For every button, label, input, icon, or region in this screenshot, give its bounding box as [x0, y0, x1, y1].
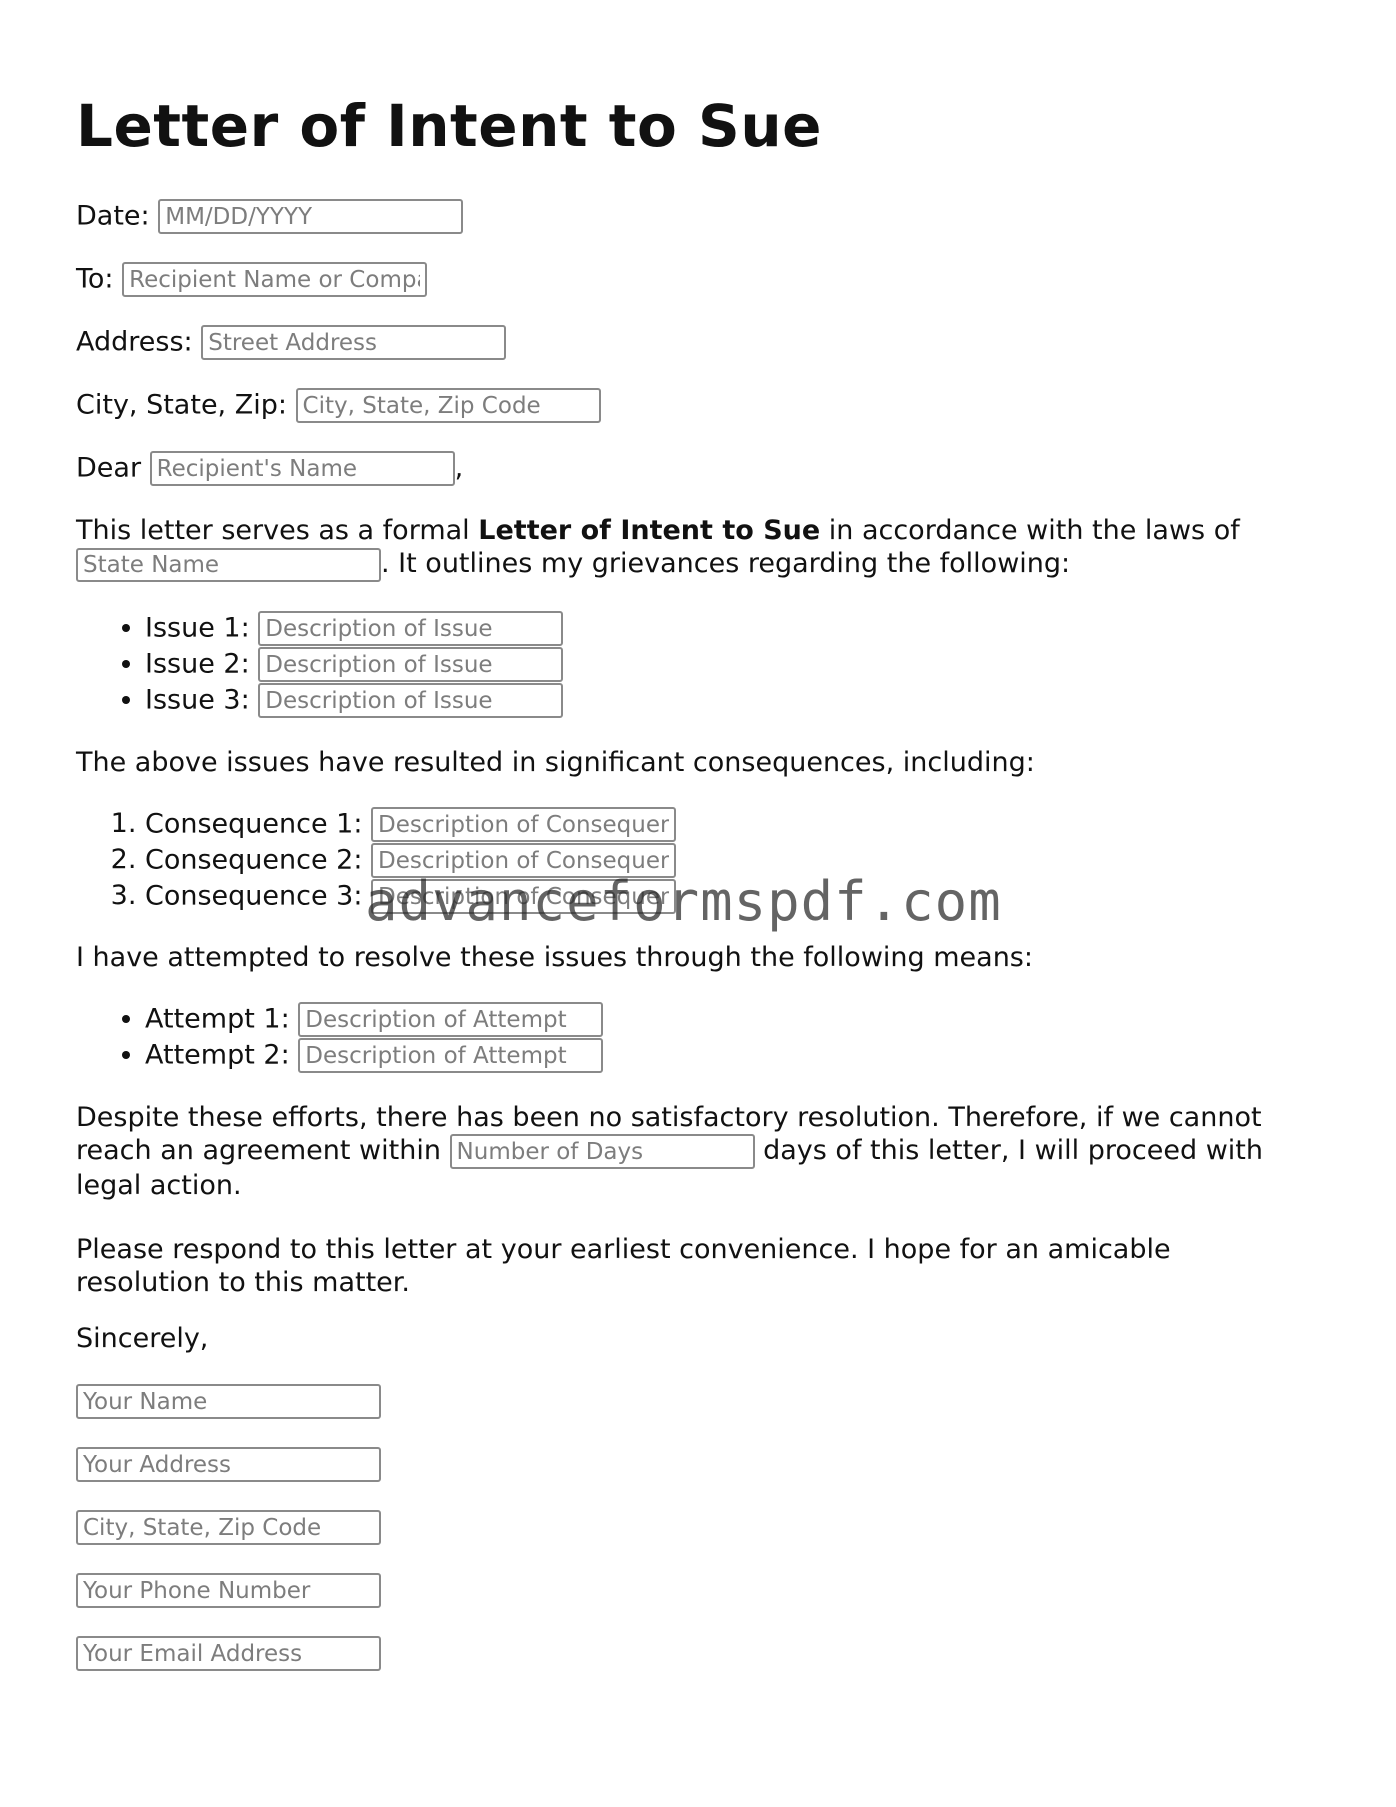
consequence-label: Consequence 3:: [145, 880, 363, 912]
intro-paragraph: [76, 514, 1316, 582]
issue-item: [145, 682, 563, 718]
issue-label: Issue 1:: [145, 612, 250, 644]
closing-paragraph: Please respond to this letter at your earliest convenience. I hope for an amicable resolution to this matter.: [76, 1234, 1171, 1298]
signature-phone-row: [76, 1573, 381, 1608]
consequence-3-input[interactable]: [371, 879, 676, 914]
consequences-intro: The above issues have resulted in significant consequences, including:: [76, 747, 1035, 778]
date-row: [76, 199, 463, 234]
number-of-days-input[interactable]: [450, 1134, 755, 1169]
sign-off: Sincerely,: [76, 1323, 209, 1354]
your-name-input[interactable]: [76, 1384, 381, 1419]
recipient-input[interactable]: [122, 262, 427, 297]
deadline-text-before: Despite these efforts, there has been no satisfactory resolution. Therefore, if we cannot reach an agreement within: [76, 1102, 1262, 1166]
intro-text-end: . It outlines my grievances regarding the following:: [381, 548, 1071, 579]
attempt-1-input[interactable]: [298, 1002, 603, 1037]
attempt-item: [145, 1037, 603, 1073]
issue-item: [145, 646, 563, 682]
deadline-paragraph: [76, 1101, 1301, 1202]
city-label: City, State, Zip:: [76, 389, 287, 421]
your-city-state-zip-input[interactable]: [76, 1510, 381, 1545]
issue-item: [145, 610, 563, 646]
address-row: [76, 325, 506, 360]
consequence-item: [145, 878, 676, 914]
consequence-label: Consequence 2:: [145, 844, 363, 876]
your-address-input[interactable]: [76, 1447, 381, 1482]
issue-label: Issue 3:: [145, 684, 250, 716]
to-label: To:: [76, 263, 114, 295]
salutation-comma: ,: [454, 452, 464, 484]
recipient-name-input[interactable]: [150, 451, 455, 486]
dear-label: Dear: [76, 452, 142, 484]
intro-bold-title: Letter of Intent to Sue: [478, 515, 821, 546]
watermark-text: advanceformspdf.com: [365, 870, 1002, 933]
attempt-label: Attempt 2:: [145, 1039, 290, 1071]
city-row: [76, 388, 601, 423]
to-row: [76, 262, 427, 297]
signature-city-row: [76, 1510, 381, 1545]
signature-email-row: [76, 1636, 381, 1671]
street-address-input[interactable]: [201, 325, 506, 360]
state-name-input[interactable]: [76, 548, 381, 582]
consequence-2-input[interactable]: [371, 843, 676, 878]
consequence-item: [145, 842, 676, 878]
attempt-2-input[interactable]: [298, 1038, 603, 1073]
attempt-label: Attempt 1:: [145, 1003, 290, 1035]
your-email-input[interactable]: [76, 1636, 381, 1671]
consequences-list: [76, 806, 676, 914]
issue-1-input[interactable]: [258, 611, 563, 646]
signature-address-row: [76, 1447, 381, 1482]
issues-list: [76, 610, 563, 718]
consequence-label: Consequence 1:: [145, 808, 363, 840]
date-input[interactable]: [158, 199, 463, 234]
date-label: Date:: [76, 200, 150, 232]
attempt-item: [145, 1001, 603, 1037]
address-label: Address:: [76, 326, 193, 358]
issue-label: Issue 2:: [145, 648, 250, 680]
your-phone-input[interactable]: [76, 1573, 381, 1608]
deadline-text-after: days of this letter, I will proceed with legal action.: [76, 1135, 1263, 1201]
issue-3-input[interactable]: [258, 683, 563, 718]
intro-text-before: This letter serves as a formal: [76, 515, 479, 546]
salutation-row: [76, 451, 463, 486]
intro-text-after: in accordance with the laws of: [820, 515, 1240, 546]
attempts-intro: I have attempted to resolve these issues through the following means:: [76, 942, 1033, 973]
issue-2-input[interactable]: [258, 647, 563, 682]
attempts-list: [76, 1001, 603, 1073]
signature-name-row: [76, 1384, 381, 1419]
consequence-item: [145, 806, 676, 842]
city-state-zip-input[interactable]: [296, 388, 601, 423]
consequence-1-input[interactable]: [371, 807, 676, 842]
page-title: Letter of Intent to Sue: [76, 92, 822, 160]
